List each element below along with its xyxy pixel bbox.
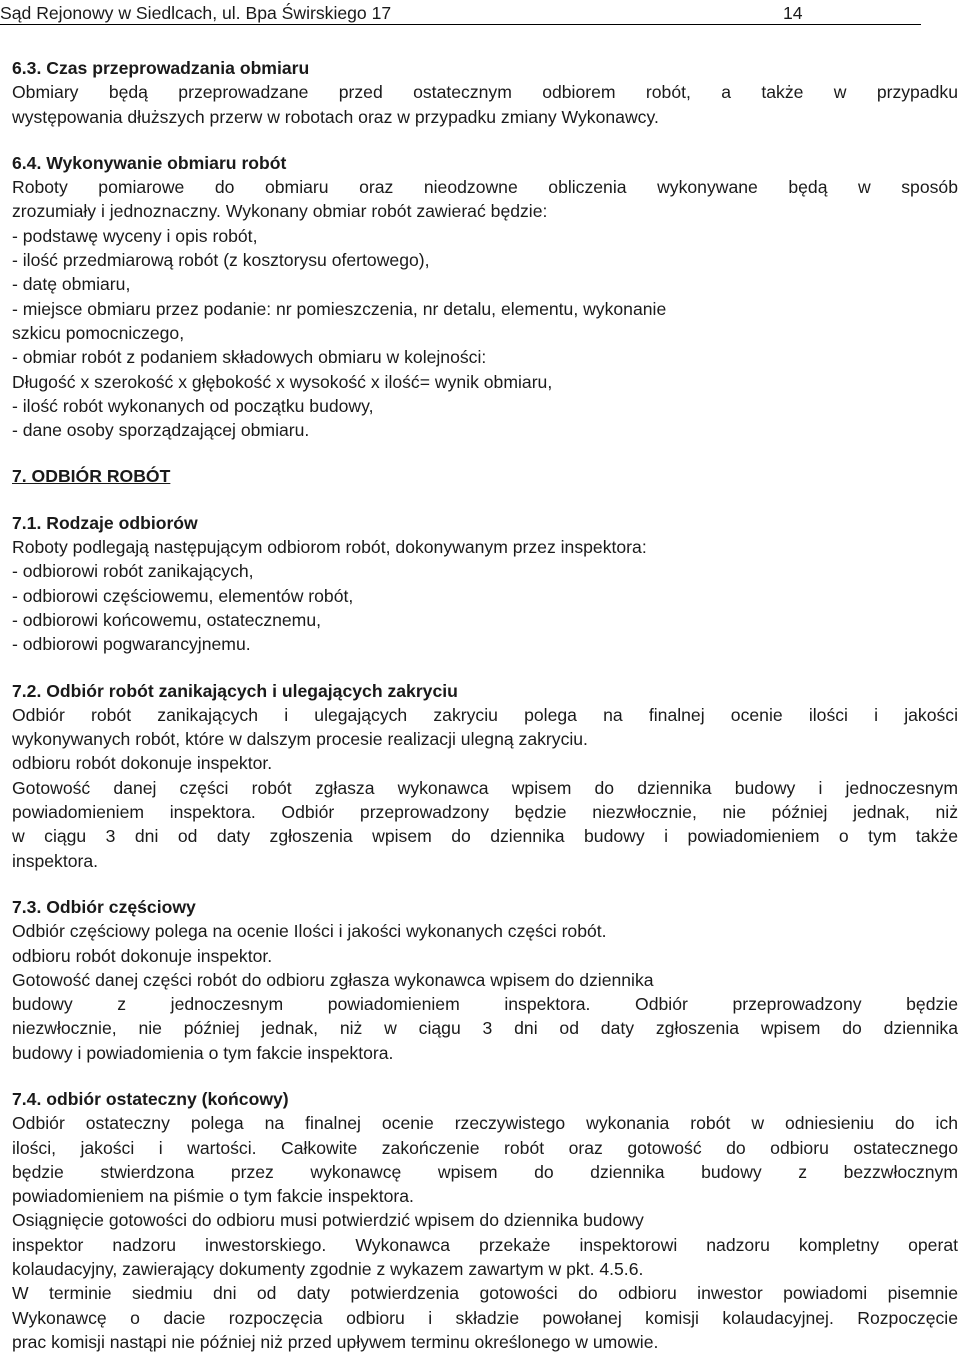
paragraph-line: prac komisji nastąpi nie później niż przed upływem terminu określonego w umowie.	[12, 1331, 659, 1352]
section-7-4-heading: 7.4. odbiór ostateczny (końcowy)	[12, 1088, 289, 1109]
list-item: szkicu pomocniczego,	[12, 322, 185, 343]
list-item: - odbiorowi końcowemu, ostatecznemu,	[12, 609, 322, 630]
paragraph-line: Odbiór robót zanikających i ulegających zakryciu polega na finalnej ocenie ilości i jakości	[12, 704, 958, 725]
list-item: - miejsce obmiaru przez podanie: nr pomieszczenia, nr detalu, elementu, wykonanie	[12, 298, 667, 319]
paragraph-line: zrozumiały i jednoznaczny. Wykonany obmiar robót zawierać będzie:	[12, 201, 548, 222]
paragraph-line: kolaudacyjny, zawierający dokumenty zgodnie z wykazem zawartym w pkt. 4.5.6.	[12, 1259, 644, 1280]
paragraph-line: ilości, jakości i wartości. Całkowite zakończenie robót oraz gotowość do odbioru ostatecznego	[12, 1137, 958, 1158]
paragraph-line: powiadomieniem na piśmie o tym fakcie inspektora.	[12, 1186, 414, 1207]
paragraph-line: powiadomieniem inspektora. Odbiór przeprowadzony będzie niezwłocznie, nie później jednak, niż	[12, 802, 958, 823]
paragraph-line: Osiągnięcie gotowości do odbioru musi potwierdzić wpisem do dziennika budowy	[12, 1210, 644, 1231]
list-item: - odbiorowi częściowemu, elementów robót,	[12, 585, 354, 606]
paragraph-line: będzie stwierdzona przez wykonawcę wpisem do dziennika budowy z bezzwłocznym	[12, 1161, 958, 1182]
list-item: - ilość robót wykonanych od początku budowy,	[12, 395, 374, 416]
paragraph-line: Gotowość danej części robót do odbioru zgłasza wykonawca wpisem do dziennika	[12, 969, 654, 990]
paragraph-line: Odbiór ostateczny polega na finalnej ocenie rzeczywistego wykonania robót w odniesieniu do ich	[12, 1113, 958, 1134]
list-item: - dane osoby sporządzającej obmiaru.	[12, 420, 310, 441]
section-6-4-heading: 6.4. Wykonywanie obmiaru robót	[12, 152, 287, 173]
section-7-3-heading: 7.3. Odbiór częściowy	[12, 896, 196, 917]
list-item: - podstawę wyceny i opis robót,	[12, 225, 258, 246]
list-item: - odbiorowi robót zanikających,	[12, 561, 254, 582]
formula-line: Długość x szerokość x głębokość x wysokość x ilość= wynik obmiaru,	[12, 371, 553, 392]
header-title: Sąd Rejonowy w Siedlcach, ul. Bpa Świrskiego 17	[0, 3, 392, 23]
list-item: - obmiar robót z podaniem składowych obmiaru w kolejności:	[12, 347, 487, 368]
paragraph-line: Odbiór częściowy polega na ocenie Ilości i jakości wykonanych części robót.	[12, 921, 607, 942]
section-7-2-heading: 7.2. Odbiór robót zanikających i ulegających zakryciu	[12, 680, 458, 701]
section-6-3-heading: 6.3. Czas przeprowadzania obmiaru	[12, 58, 310, 78]
paragraph-line: budowy z jednoczesnym powiadomieniem inspektora. Odbiór przeprowadzony będzie	[12, 994, 958, 1015]
paragraph-line: inspektor nadzoru inwestorskiego. Wykonawca przekaże inspektorowi nadzoru kompletny operat	[12, 1234, 958, 1255]
paragraph-line: w ciągu 3 dni od daty zgłoszenia wpisem do dziennika budowy i powiadomieniem o tym także	[12, 826, 958, 847]
paragraph-line: Wykonawcę o dacie rozpoczęcia odbioru i składzie powołanej komisji kolaudacyjnej. Rozpoczęcie	[12, 1307, 958, 1328]
list-item: - ilość przedmiarową robót (z kosztorysu ofertowego),	[12, 250, 430, 271]
paragraph-line: Gotowość danej części robót zgłasza wykonawca wpisem do dziennika budowy i jednoczesnym	[12, 777, 958, 798]
paragraph-line: Roboty pomiarowe do obmiaru oraz nieodzowne obliczenia wykonywane będą w sposób	[12, 177, 958, 198]
paragraph-line: odbioru robót dokonuje inspektor.	[12, 945, 273, 966]
paragraph-line: niezwłocznie, nie później jednak, niż w ciągu 3 dni od daty zgłoszenia wpisem do dziennika	[12, 1018, 958, 1039]
paragraph-line: inspektora.	[12, 850, 99, 871]
list-item: - datę obmiaru,	[12, 274, 131, 295]
paragraph-line: występowania dłuższych przerw w robotach oraz w przypadku zmiany Wykonawcy.	[12, 106, 659, 127]
paragraph-line: W terminie siedmiu dni od daty potwierdzenia gotowości do odbioru inwestor powiadomi pisemnie	[12, 1283, 958, 1304]
page-number: 14	[783, 3, 803, 23]
document-body	[12, 56, 958, 1354]
page-header	[0, 0, 921, 25]
paragraph-line: wykonywanych robót, które w dalszym procesie realizacji ulegną zakryciu.	[12, 729, 588, 750]
chapter-7-heading: 7. ODBIÓR ROBÓT	[12, 466, 171, 487]
paragraph-line: odbioru robót dokonuje inspektor.	[12, 753, 273, 774]
paragraph-line: Obmiary będą przeprowadzane przed ostatecznym odbiorem robót, a także w przypadku	[12, 82, 958, 103]
list-item: - odbiorowi pogwarancyjnemu.	[12, 634, 251, 655]
paragraph-line: Roboty podlegają następującym odbiorom robót, dokonywanym przez inspektora:	[12, 537, 647, 558]
section-7-1-heading: 7.1. Rodzaje odbiorów	[12, 512, 198, 533]
paragraph-line: budowy i powiadomienia o tym fakcie inspektora.	[12, 1042, 394, 1063]
